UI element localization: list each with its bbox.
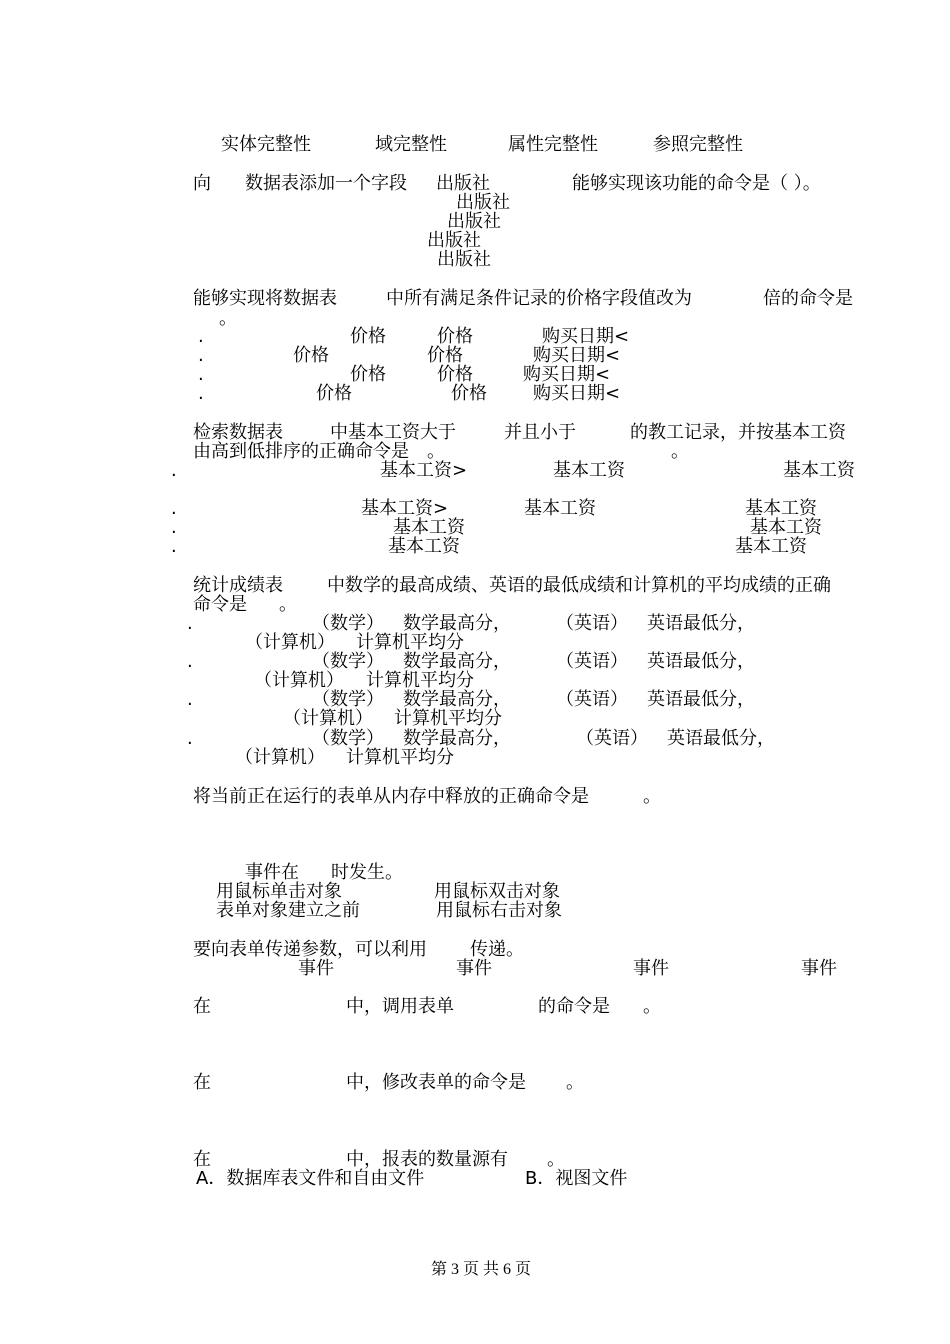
question-stem-end: 。 bbox=[427, 441, 445, 462]
option-fragment: 计算机平均分 bbox=[394, 708, 502, 729]
option-fragment: 计算机平均分 bbox=[356, 632, 464, 653]
question-stem: 在 bbox=[193, 1149, 211, 1170]
answer-option: 事件 bbox=[633, 958, 669, 979]
question-stem: 并且小于 bbox=[504, 422, 576, 443]
answer-option: 出版社 bbox=[456, 192, 510, 213]
question-stem: 事件在 bbox=[245, 862, 299, 883]
option-fragment: 购买日期< bbox=[542, 326, 630, 347]
question-stem: 中数学的最高成绩、英语的最低成绩和计算机的平均成绩的正确 bbox=[327, 575, 831, 596]
question-stem: 检索数据表 bbox=[193, 422, 283, 443]
option-fragment: 计算机平均分 bbox=[366, 670, 474, 691]
option-bullet: . bbox=[198, 326, 204, 347]
option-fragment: （英语） bbox=[556, 651, 628, 672]
option-fragment: （数学） bbox=[312, 613, 384, 634]
option-fragment: 基本工资 bbox=[388, 536, 460, 557]
option-fragment: （数学） bbox=[312, 651, 384, 672]
option-fragment: 数学最高分， bbox=[403, 613, 511, 634]
option-fragment: 基本工资 bbox=[735, 536, 807, 557]
answer-option-a: A．数据库表文件和自由文件 bbox=[196, 1168, 425, 1189]
option-fragment: 基本工资 bbox=[745, 498, 817, 519]
answer-option: 出版社 bbox=[427, 230, 481, 251]
question-stem: 传递。 bbox=[470, 939, 524, 960]
option-fragment: 英语最低分， bbox=[647, 651, 755, 672]
question-stem: 在 bbox=[193, 996, 211, 1017]
option-fragment: （计算机） bbox=[283, 708, 373, 729]
question-stem-end: 。 bbox=[547, 1149, 565, 1170]
option-fragment: 数学最高分， bbox=[403, 651, 511, 672]
option-bullet: . bbox=[198, 383, 204, 404]
option-fragment: 价格 bbox=[293, 345, 329, 366]
option-fragment: （计算机） bbox=[235, 747, 325, 768]
option-bullet: . bbox=[187, 728, 193, 749]
question-stem: 将当前正在运行的表单从内存中释放的正确命令是 bbox=[193, 786, 589, 807]
question-stem: 命令是 bbox=[193, 594, 247, 615]
question-stem: 的教工记录，并按基本工资 bbox=[630, 422, 846, 443]
answer-option: 用鼠标双击对象 bbox=[434, 881, 560, 902]
option-fragment: 基本工资> bbox=[380, 460, 468, 481]
question-stem-end: 。 bbox=[671, 441, 689, 462]
option-fragment: 价格 bbox=[427, 345, 463, 366]
question-stem: 倍的命令是 bbox=[763, 288, 853, 309]
option-bullet: . bbox=[187, 613, 193, 634]
option-fragment: 基本工资 bbox=[524, 498, 596, 519]
option-fragment: 价格 bbox=[350, 326, 386, 347]
option-fragment: 购买日期< bbox=[533, 383, 621, 404]
option-fragment: 价格 bbox=[451, 383, 487, 404]
option-bullet: . bbox=[198, 364, 204, 385]
answer-option: 用鼠标单击对象 bbox=[216, 881, 342, 902]
question-stem: 的命令是 bbox=[538, 996, 610, 1017]
option-bullet: . bbox=[187, 689, 193, 710]
question-stem-end: 。 bbox=[279, 594, 297, 615]
option-fragment: 价格 bbox=[316, 383, 352, 404]
option-attribute-integrity: 属性完整性 bbox=[508, 134, 598, 155]
question-stem: 能够实现该功能的命令是（ ）。 bbox=[572, 173, 821, 194]
page-footer: 第 3 页 共 6 页 bbox=[431, 1261, 532, 1278]
option-bullet: . bbox=[171, 498, 177, 519]
question-stem: 中，调用表单 bbox=[346, 996, 454, 1017]
question-stem: 出版社 bbox=[436, 173, 490, 194]
option-fragment: （英语） bbox=[556, 613, 628, 634]
option-fragment: 英语最低分， bbox=[667, 728, 775, 749]
question-stem: 能够实现将数据表 bbox=[193, 288, 337, 309]
option-fragment: 数学最高分， bbox=[403, 689, 511, 710]
question-stem: 向 bbox=[193, 173, 211, 194]
option-fragment: 购买日期< bbox=[533, 345, 621, 366]
option-fragment: 基本工资 bbox=[553, 460, 625, 481]
option-fragment: 价格 bbox=[437, 326, 473, 347]
option-fragment: 基本工资 bbox=[783, 460, 855, 481]
option-fragment: 价格 bbox=[350, 364, 386, 385]
option-fragment: （英语） bbox=[576, 728, 648, 749]
answer-option: 用鼠标右击对象 bbox=[436, 900, 562, 921]
option-fragment: 价格 bbox=[437, 364, 473, 385]
answer-option: 事件 bbox=[801, 958, 837, 979]
option-fragment: （计算机） bbox=[245, 632, 335, 653]
option-entity-integrity: 实体完整性 bbox=[221, 134, 311, 155]
question-stem: 中，报表的数量源有 bbox=[346, 1149, 508, 1170]
option-fragment: 购买日期< bbox=[523, 364, 611, 385]
question-stem-end: 。 bbox=[566, 1072, 584, 1093]
option-fragment: 计算机平均分 bbox=[346, 747, 454, 768]
question-stem-end: 。 bbox=[643, 996, 661, 1017]
question-stem: 在 bbox=[193, 1072, 211, 1093]
option-fragment: 数学最高分， bbox=[403, 728, 511, 749]
option-bullet: . bbox=[171, 517, 177, 538]
option-fragment: （数学） bbox=[312, 689, 384, 710]
option-fragment: （数学） bbox=[312, 728, 384, 749]
option-bullet: . bbox=[171, 536, 177, 557]
question-stem: 中，修改表单的命令是 bbox=[346, 1072, 526, 1093]
question-stem: 要向表单传递参数，可以利用 bbox=[193, 939, 427, 960]
option-fragment: （计算机） bbox=[254, 670, 344, 691]
option-bullet: . bbox=[171, 460, 177, 481]
question-stem: 中所有满足条件记录的价格字段值改为 bbox=[386, 288, 692, 309]
answer-option: 事件 bbox=[298, 958, 334, 979]
question-stem: 统计成绩表 bbox=[193, 575, 283, 596]
option-fragment: 基本工资 bbox=[750, 517, 822, 538]
question-stem: 中基本工资大于 bbox=[330, 422, 456, 443]
option-domain-integrity: 域完整性 bbox=[375, 134, 447, 155]
option-fragment: （英语） bbox=[556, 689, 628, 710]
option-bullet: . bbox=[187, 651, 193, 672]
answer-option: 事件 bbox=[456, 958, 492, 979]
answer-option: 表单对象建立之前 bbox=[216, 900, 360, 921]
option-referential-integrity: 参照完整性 bbox=[653, 134, 743, 155]
question-stem: 时发生。 bbox=[331, 862, 403, 883]
question-stem-end: 。 bbox=[219, 308, 237, 329]
question-stem: 数据表添加一个字段 bbox=[245, 173, 407, 194]
answer-option: 出版社 bbox=[447, 211, 501, 232]
option-bullet: . bbox=[198, 345, 204, 366]
answer-option: 出版社 bbox=[437, 249, 491, 270]
question-stem: 由高到低排序的正确命令是 bbox=[193, 441, 409, 462]
option-fragment: 基本工资> bbox=[361, 498, 449, 519]
option-fragment: 英语最低分， bbox=[647, 689, 755, 710]
answer-option-b: B．视图文件 bbox=[525, 1168, 628, 1189]
option-fragment: 英语最低分， bbox=[647, 613, 755, 634]
option-fragment: 基本工资 bbox=[393, 517, 465, 538]
question-stem-end: 。 bbox=[643, 786, 661, 807]
